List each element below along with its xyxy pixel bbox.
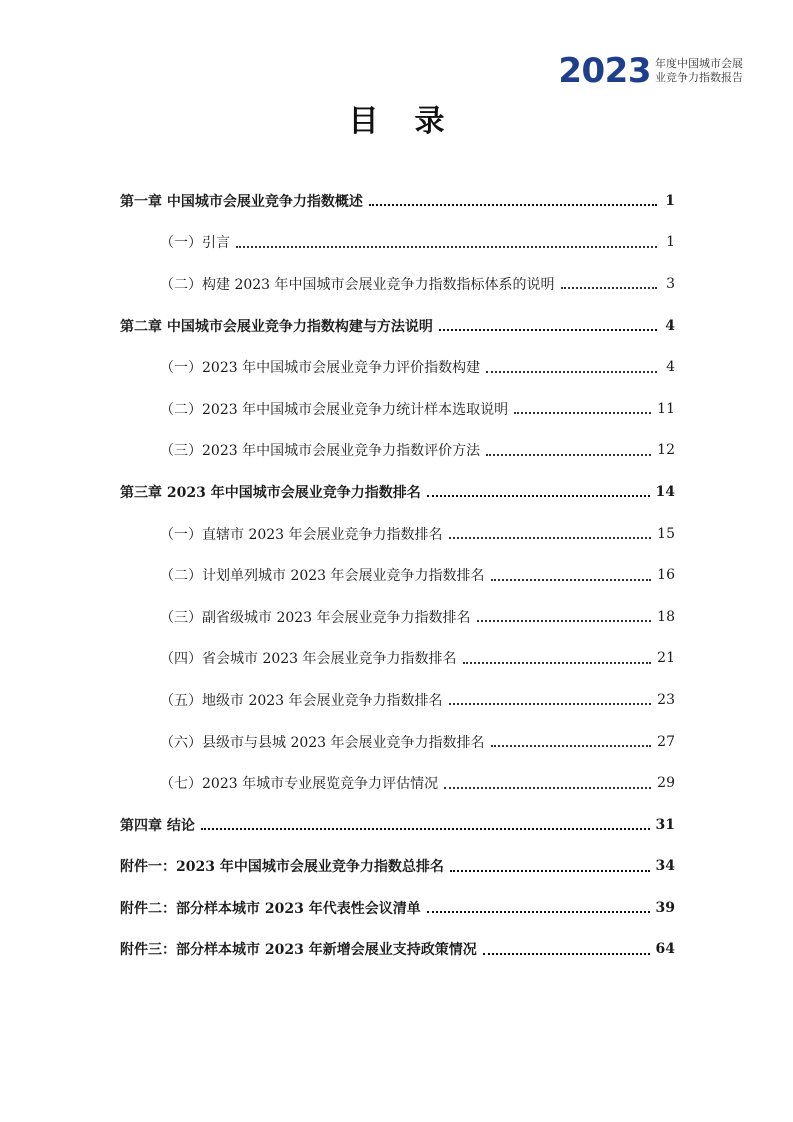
toc-page-number: 12 (657, 442, 675, 459)
toc-dot-leader (427, 910, 650, 913)
toc-section-entry[interactable] (120, 430, 675, 472)
report-subtitle (655, 57, 743, 85)
toc-chapter-entry[interactable] (120, 305, 675, 347)
toc-chapter-entry[interactable] (120, 887, 675, 929)
report-subtitle-line1: 年度中国城市会展 (655, 57, 743, 70)
report-subtitle-line2: 业竞争力指数报告 (655, 71, 743, 84)
toc-page-number: 39 (655, 899, 675, 916)
toc-dot-leader (201, 827, 650, 830)
toc-entry-title: 第四章 结论 (120, 817, 195, 834)
toc-dot-leader (444, 786, 651, 789)
toc-entry-title: （一）引言 (160, 235, 230, 252)
toc-entry-title: （二）构建 2023 年中国城市会展业竞争力指数指标体系的说明 (160, 276, 555, 293)
toc-dot-leader (236, 245, 657, 248)
toc-page-number: 1 (666, 234, 675, 251)
toc-page-number: 3 (666, 275, 675, 292)
toc-entry-title: 附件三：部分样本城市 2023 年新增会展业支持政策情况 (120, 942, 477, 959)
toc-page-number: 23 (657, 691, 675, 708)
toc-entry-title: （六）县级市与县城 2023 年会展业竞争力指数排名 (160, 734, 485, 751)
toc-dot-leader (477, 619, 652, 622)
toc-page-number: 15 (657, 525, 675, 542)
toc-section-entry[interactable] (120, 721, 675, 763)
toc-section-entry[interactable] (120, 388, 675, 430)
toc-section-entry[interactable] (120, 679, 675, 721)
toc-page-number: 18 (657, 608, 675, 625)
toc-dot-leader (483, 952, 650, 955)
report-year: 2023 (558, 51, 651, 91)
toc-page-number: 4 (665, 317, 675, 334)
toc-page-number: 16 (657, 567, 675, 584)
toc-section-entry[interactable] (120, 638, 675, 680)
toc-section-entry[interactable] (120, 222, 675, 264)
toc-entry-title: 第一章 中国城市会展业竞争力指数概述 (120, 193, 363, 210)
toc-entry-title: 附件一：2023 年中国城市会展业竞争力指数总排名 (120, 859, 444, 876)
toc-page-number: 4 (666, 359, 675, 376)
toc-dot-leader (449, 702, 652, 705)
toc-dot-leader (463, 661, 652, 664)
toc-dot-leader (450, 869, 650, 872)
toc-section-entry[interactable] (120, 554, 675, 596)
toc-entry-title: （五）地级市 2023 年会展业竞争力指数排名 (160, 692, 443, 709)
toc-entry-title: 附件二：部分样本城市 2023 年代表性会议清单 (120, 900, 421, 917)
toc-dot-leader (439, 328, 657, 331)
toc-entry-title: （一）2023 年中国城市会展业竞争力评价指数构建 (160, 360, 481, 377)
toc-chapter-entry[interactable] (120, 471, 675, 513)
page-title: 目录 (348, 104, 481, 139)
toc-entry-title: （二）计划单列城市 2023 年会展业竞争力指数排名 (160, 568, 485, 585)
toc-dot-leader (427, 494, 650, 497)
toc-dot-leader (514, 411, 651, 414)
toc-section-entry[interactable] (120, 762, 675, 804)
toc-section-entry[interactable] (120, 263, 675, 305)
toc-dot-leader (491, 578, 652, 581)
toc-dot-leader (561, 286, 657, 289)
table-of-contents (120, 180, 675, 970)
toc-page-number: 29 (657, 775, 675, 792)
toc-page-number: 11 (657, 400, 675, 417)
toc-page-number: 14 (655, 483, 675, 500)
toc-page-number: 27 (657, 733, 675, 750)
toc-section-entry[interactable] (120, 346, 675, 388)
toc-entry-title: （七）2023 年城市专业展览竞争力评估情况 (160, 776, 439, 793)
toc-entry-title: （三）2023 年中国城市会展业竞争力指数评价方法 (160, 443, 481, 460)
toc-entry-title: 第二章 中国城市会展业竞争力指数构建与方法说明 (120, 318, 433, 335)
toc-page-number: 21 (657, 650, 675, 667)
toc-dot-leader (449, 536, 652, 539)
toc-entry-title: （四）省会城市 2023 年会展业竞争力指数排名 (160, 651, 457, 668)
toc-entry-title: （一）直辖市 2023 年会展业竞争力指数排名 (160, 526, 443, 543)
toc-page-number: 31 (655, 816, 675, 833)
toc-dot-leader (486, 453, 651, 456)
toc-entry-title: （二）2023 年中国城市会展业竞争力统计样本选取说明 (160, 401, 509, 418)
toc-page-number: 34 (655, 858, 675, 875)
toc-chapter-entry[interactable] (120, 804, 675, 846)
toc-chapter-entry[interactable] (120, 846, 675, 888)
toc-dot-leader (491, 744, 652, 747)
toc-dot-leader (369, 203, 657, 206)
report-header-badge (558, 51, 743, 91)
toc-chapter-entry[interactable] (120, 180, 675, 222)
toc-chapter-entry[interactable] (120, 929, 675, 971)
toc-dot-leader (486, 370, 657, 373)
toc-page-number: 64 (655, 941, 675, 958)
toc-page-number: 1 (665, 192, 675, 209)
toc-section-entry[interactable] (120, 513, 675, 555)
toc-entry-title: （三）副省级城市 2023 年会展业竞争力指数排名 (160, 609, 471, 626)
toc-section-entry[interactable] (120, 596, 675, 638)
toc-entry-title: 第三章 2023 年中国城市会展业竞争力指数排名 (120, 484, 421, 501)
